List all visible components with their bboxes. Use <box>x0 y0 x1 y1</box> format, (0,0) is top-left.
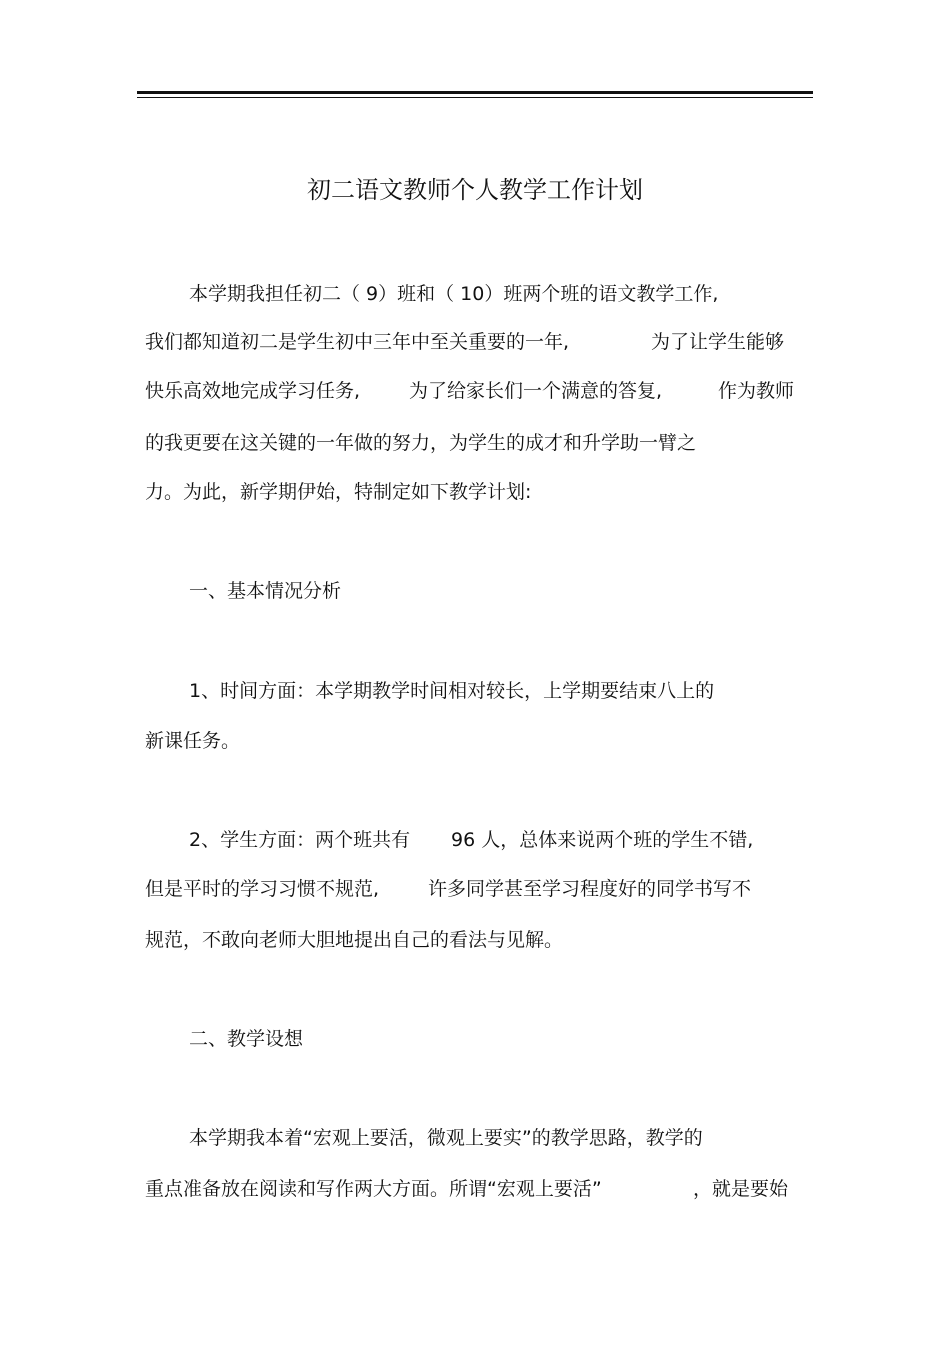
header-rule-thin <box>137 97 813 98</box>
text-segment: 力。为此，新学期伊始，特制定如下教学计划: <box>145 481 532 503</box>
text-segment: 许多同学甚至学习程度好的同学书写不 <box>428 878 752 900</box>
text-segment: 为了给家长们一个满意的答复, <box>409 380 663 402</box>
header-rule-thick <box>137 91 813 94</box>
text-segment: 为了让学生能够 <box>651 331 785 353</box>
text-segment: 快乐高效地完成学习任务, <box>145 380 361 402</box>
text-segment: 二、教学设想 <box>189 1028 304 1050</box>
text-segment: 96 人，总体来说两个班的学生不错, <box>451 829 754 851</box>
document-title: 初二语文教师个人教学工作计划 <box>307 176 643 204</box>
text-segment: 1、时间方面：本学期教学时间相对较长，上学期要结束八上的 <box>189 680 715 702</box>
text-segment: 作为教师 <box>718 380 795 402</box>
text-segment: 一、基本情况分析 <box>189 580 342 602</box>
text-segment: 规范，不敢向老师大胆地提出自己的看法与见解。 <box>145 929 564 951</box>
text-segment: ，就是要始 <box>693 1178 789 1200</box>
text-segment: 但是平时的学习习惯不规范, <box>145 878 380 900</box>
text-segment: 本学期我担任初二（ 9）班和（ 10）班两个班的语文教学工作, <box>189 283 719 305</box>
text-segment: 本学期我本着“宏观上要活，微观上要实”的教学思路，教学的 <box>189 1127 703 1149</box>
text-segment: 的我更要在这关键的一年做的努力，为学生的成才和升学助一臂之 <box>145 432 697 454</box>
text-segment: 新课任务。 <box>145 730 241 752</box>
text-segment: 2、学生方面：两个班共有 <box>189 829 411 851</box>
text-segment: 我们都知道初二是学生初中三年中至关重要的一年, <box>145 331 570 353</box>
text-segment: 重点准备放在阅读和写作两大方面。所谓“宏观上要活” <box>145 1178 602 1200</box>
